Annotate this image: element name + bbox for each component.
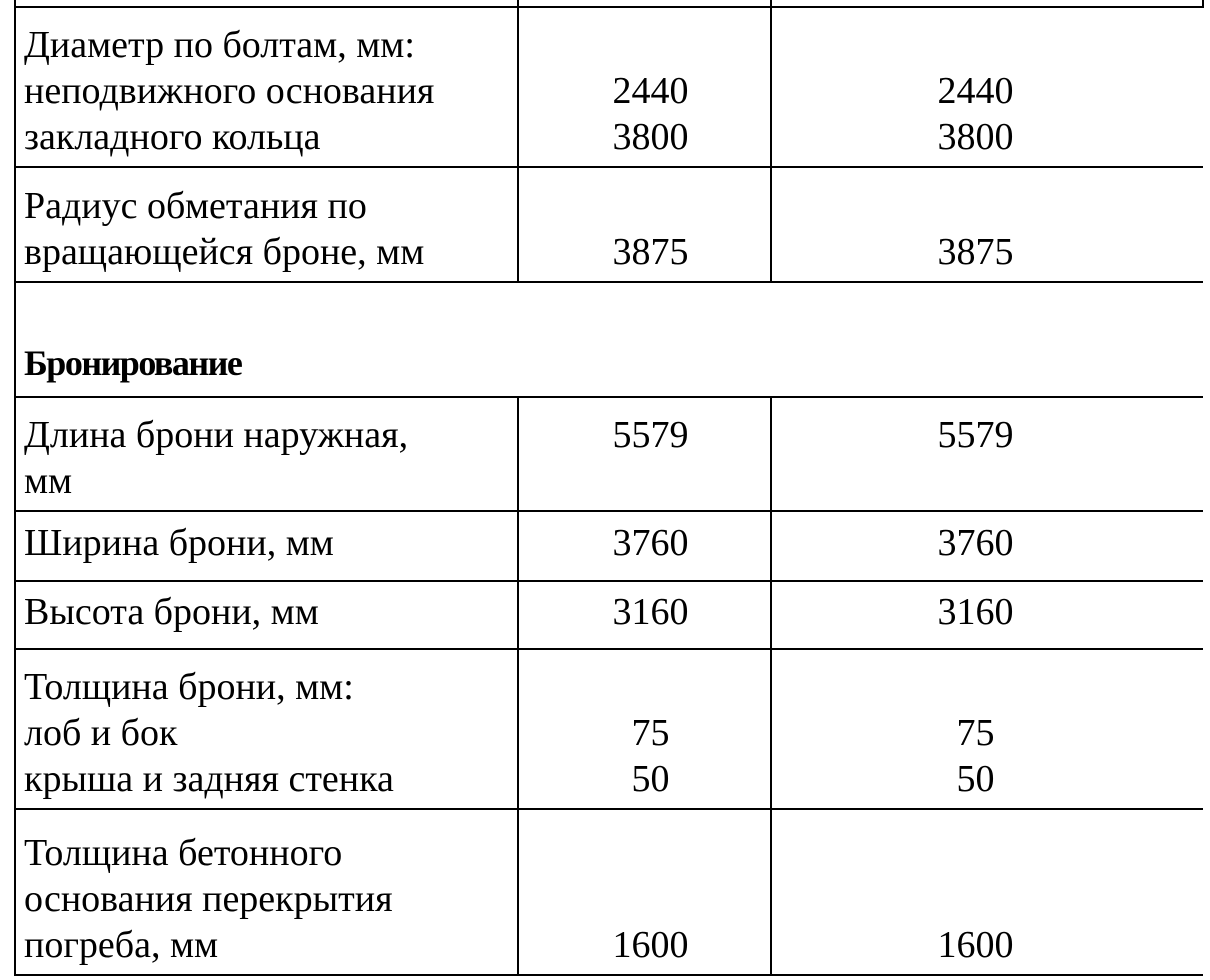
- row-label: [15, 809, 518, 975]
- label-line: основания перекрытия: [24, 878, 393, 920]
- table-cell: [771, 0, 1203, 7]
- value: 2440: [937, 70, 1014, 112]
- label-line: вращающейся броне, мм: [24, 231, 425, 273]
- value: 3160: [612, 591, 689, 633]
- label-line: закладного кольца: [24, 116, 321, 158]
- label-line: крыша и задняя стенка: [24, 758, 394, 800]
- value: 50: [631, 758, 670, 800]
- row-label: [15, 511, 518, 581]
- label-line: неподвижного основания: [24, 70, 435, 112]
- value: 50: [956, 758, 995, 800]
- table-row-armor-height: [15, 581, 1203, 649]
- value-cell-col2: [771, 167, 1203, 282]
- table-row-clipped-top: [15, 0, 1203, 7]
- row-label: [15, 581, 518, 649]
- table-row-armor-length: [15, 397, 1203, 511]
- value: 75: [631, 712, 670, 754]
- label-line: Ширина брони, мм: [24, 522, 334, 564]
- value: 3760: [612, 522, 689, 564]
- value-cell-col1: [518, 511, 771, 581]
- table-row-sweep-radius: [15, 167, 1203, 282]
- section-title: Бронирование: [24, 343, 242, 383]
- table-row-armor-thickness: [15, 649, 1203, 809]
- label-line: мм: [24, 460, 73, 502]
- value: 3800: [937, 116, 1014, 158]
- row-label: [15, 167, 518, 282]
- table-cell: [15, 0, 518, 7]
- table-row-concrete-thickness: [15, 809, 1203, 975]
- value: 1600: [937, 924, 1014, 966]
- value: 3800: [612, 116, 689, 158]
- value-cell-col2: [771, 7, 1203, 167]
- value-cell-col2: [771, 809, 1203, 975]
- value-cell-col1: [518, 809, 771, 975]
- table-row-armor-width: [15, 511, 1203, 581]
- value: 3160: [937, 591, 1014, 633]
- value-cell-col2: [771, 397, 1203, 511]
- value: 75: [956, 712, 995, 754]
- label-line: Радиус обметания по: [24, 185, 367, 227]
- label-line: Толщина брони, мм:: [24, 666, 354, 708]
- value-cell-col2: [771, 649, 1203, 809]
- value: 5579: [612, 414, 689, 456]
- value: 5579: [937, 414, 1014, 456]
- row-label: [15, 649, 518, 809]
- value-cell-col1: [518, 7, 771, 167]
- table-row-bolt-diameter: [15, 7, 1203, 167]
- value: 3760: [937, 522, 1014, 564]
- value-cell-col2: [771, 511, 1203, 581]
- value-cell-col1: [518, 649, 771, 809]
- label-line: Длина брони наружная,: [24, 414, 409, 456]
- value-cell-col1: [518, 167, 771, 282]
- value: 3875: [612, 231, 689, 273]
- label-line: Высота брони, мм: [24, 591, 319, 633]
- label-line: погреба, мм: [24, 924, 219, 966]
- label-line: Толщина бетонного: [24, 832, 343, 874]
- row-label: [15, 7, 518, 167]
- section-header: [15, 282, 1203, 397]
- table-row-section: [15, 282, 1203, 397]
- label-line: лоб и бок: [24, 712, 178, 754]
- value: 2440: [612, 70, 689, 112]
- row-label: [15, 397, 518, 511]
- value: 1600: [612, 924, 689, 966]
- value-cell-col1: [518, 581, 771, 649]
- table-cell: [518, 0, 771, 7]
- value-cell-col1: [518, 397, 771, 511]
- value-cell-col2: [771, 581, 1203, 649]
- value: 3875: [937, 231, 1014, 273]
- specs-table: [14, 0, 1204, 976]
- label-line: Диаметр по болтам, мм:: [24, 24, 415, 66]
